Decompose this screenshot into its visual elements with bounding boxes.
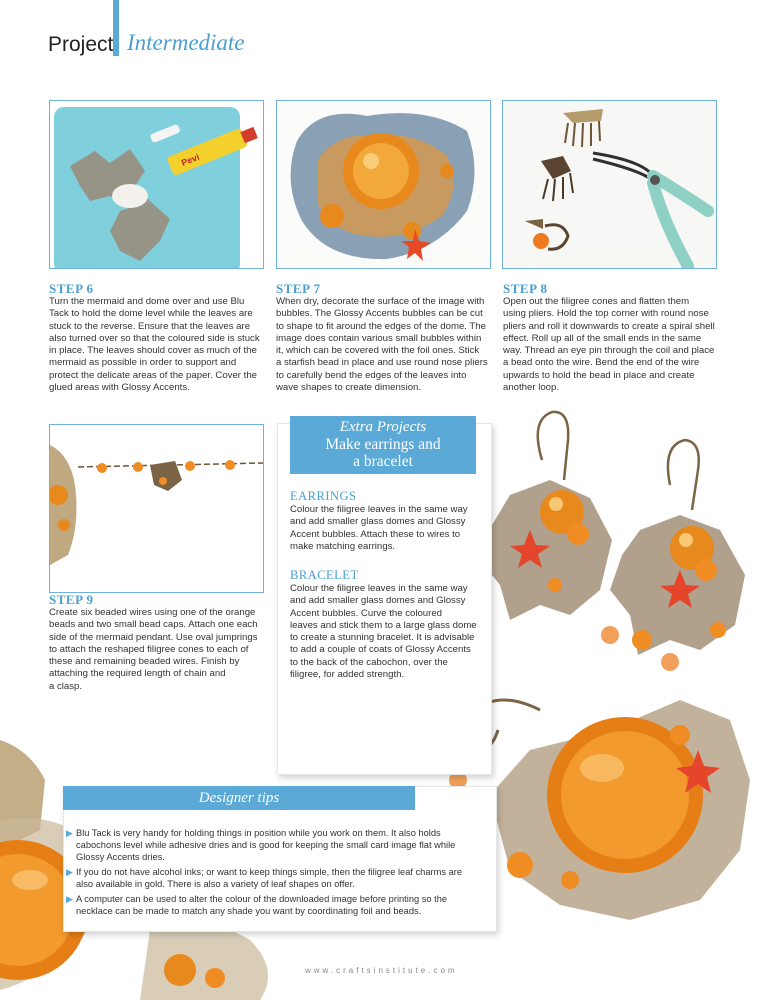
text-line: protect the delicate areas of the paper. Cover the	[49, 369, 257, 381]
step-9-text	[49, 607, 269, 693]
text-line: a clasp.	[49, 680, 83, 692]
arrow-bullet-icon: ▶	[66, 894, 73, 904]
earrings-text	[290, 504, 490, 553]
text-line: beads and two small bead caps. Attach one each	[49, 619, 258, 631]
step-6-text	[49, 296, 269, 394]
text-line: Create six beaded wires using one of the orange	[49, 607, 256, 618]
text-line: If you do not have alcohol inks; or want to keep things simple, then the filigree leaf charms are	[76, 867, 463, 877]
tip-item	[66, 893, 486, 917]
text-line: it, which can be covered with the foil ones. Stick	[276, 345, 480, 357]
earrings-title: EARRINGS	[290, 489, 357, 503]
step-8-title: STEP 8	[503, 281, 548, 296]
text-line: attaching the required length of chain and	[49, 668, 226, 680]
text-line: filigree, for added strength.	[290, 669, 405, 681]
arrow-bullet-icon: ▶	[66, 828, 73, 838]
text-line: these and remaining beaded wires. Finish by	[49, 656, 240, 668]
text-line: image does contain various small bubbles within	[276, 332, 482, 344]
text-line: pliers and roll it downwards to create a spiral shell	[503, 320, 715, 332]
step-8-text	[503, 296, 728, 394]
svg-text:Pevi: Pevi	[179, 151, 201, 168]
text-line: and add smaller glass domes and Glossy	[290, 516, 466, 528]
extra-projects-title: Extra Projects	[339, 419, 427, 435]
step-7-title: STEP 7	[276, 281, 321, 296]
step-6-title: STEP 6	[49, 281, 94, 296]
text-line: to add a couple of coats of Glossy Accents	[290, 644, 471, 656]
text-line: Glossy Accents dries.	[76, 852, 165, 862]
text-line: mermaid as possible in order to support and	[49, 357, 237, 369]
step-7-text	[276, 296, 496, 394]
extra-projects-subtitle-2: a bracelet	[353, 453, 413, 470]
difficulty-level: Intermediate	[127, 30, 245, 55]
step-6-photo	[49, 100, 264, 269]
text-line: glued areas with Glossy Accents.	[49, 382, 190, 394]
arrow-bullet-icon: ▶	[66, 867, 73, 877]
step-9-title: STEP 9	[49, 592, 94, 607]
footer-url[interactable]: www.craftsinstitute.com	[305, 966, 458, 975]
text-line: way. Thread an eye pin through the coil and place	[503, 345, 715, 357]
bracelet-title: BRACELET	[290, 568, 359, 582]
text-line: to shape to fit around the edges of the dome. The	[276, 320, 486, 332]
text-line: Turn the mermaid and dome over and use Blu	[49, 296, 245, 307]
text-line: A computer can be used to alter the colour of the downloaded image before printing so the	[76, 894, 448, 904]
text-line: to create a stunning bracelet. It is advisable	[290, 632, 475, 644]
text-line: necklace can be made to match any shade you want by coordinating foil and beads.	[76, 906, 422, 916]
text-line: cabochons level while adhesive dries and is good for keeping the small card image flat while	[76, 840, 456, 850]
text-line: side of the mermaid pendant. Use oval jumprings	[49, 631, 258, 643]
text-line: in place. The leaves should cover as much of the	[49, 345, 257, 357]
text-line: to the back of the cabochon, over the	[290, 656, 448, 668]
tip-item	[66, 827, 486, 863]
text-line: Accent bubbles. Attach these to wires to	[290, 528, 461, 540]
tip-item	[66, 866, 486, 890]
step-9-photo	[49, 424, 264, 593]
text-line: Blu Tack is very handy for holding things in position while you work on them. It also holds	[76, 828, 441, 838]
text-line: upwards to hold the bead in place and create	[503, 369, 695, 381]
text-line: also turned over so that the coloured side is stuck	[49, 332, 260, 344]
text-line: stuck to the reverse. Ensure that the leaves are	[49, 320, 251, 332]
text-line: and add smaller glass domes and Glossy	[290, 595, 466, 607]
designer-tips-heading: Designer tips	[63, 786, 415, 810]
section-label: Project	[48, 33, 114, 56]
step-7-photo	[276, 100, 491, 269]
header-accent-bar	[113, 0, 119, 56]
text-line: When dry, decorate the surface of the image with	[276, 296, 485, 307]
text-line: bubbles. The Glossy Accents bubbles can be cut	[276, 308, 483, 320]
bracelet-text	[290, 583, 490, 681]
text-line: a bead onto the wire. Bend the end of the wire	[503, 357, 700, 369]
text-line: make matching earrings.	[290, 540, 396, 552]
extra-projects-subtitle-1: Make earrings and	[325, 436, 441, 453]
text-line: using pliers. Hold the top corner with round nose	[503, 308, 709, 320]
text-line: a starfish bead in place and use round nose pliers	[276, 357, 488, 369]
text-line: Tack to hold the dome level while the leaves are	[49, 308, 253, 320]
extra-projects-heading	[290, 416, 476, 474]
text-line: wave shapes to create dimension.	[276, 382, 422, 394]
step-8-photo	[502, 100, 717, 269]
text-line: also available in gold. There is also a variety of leaf shapes on offer.	[76, 879, 355, 889]
text-line: leaves and stick them to a large glass dome	[290, 619, 477, 631]
text-line: Open out the filigree cones and flatten them	[503, 296, 690, 307]
text-line: Accent bubbles. Curve the coloured	[290, 607, 442, 619]
text-line: to carefully bend the edges of the leaves into	[276, 369, 467, 381]
text-line: to attach the reshaped filigree cones to each of	[49, 643, 249, 655]
text-line: Colour the filigree leaves in the same way	[290, 504, 468, 515]
text-line: Colour the filigree leaves in the same way	[290, 583, 468, 594]
text-line: effect. Roll up all of the small ends in the same	[503, 332, 702, 344]
text-line: another loop.	[503, 382, 560, 394]
